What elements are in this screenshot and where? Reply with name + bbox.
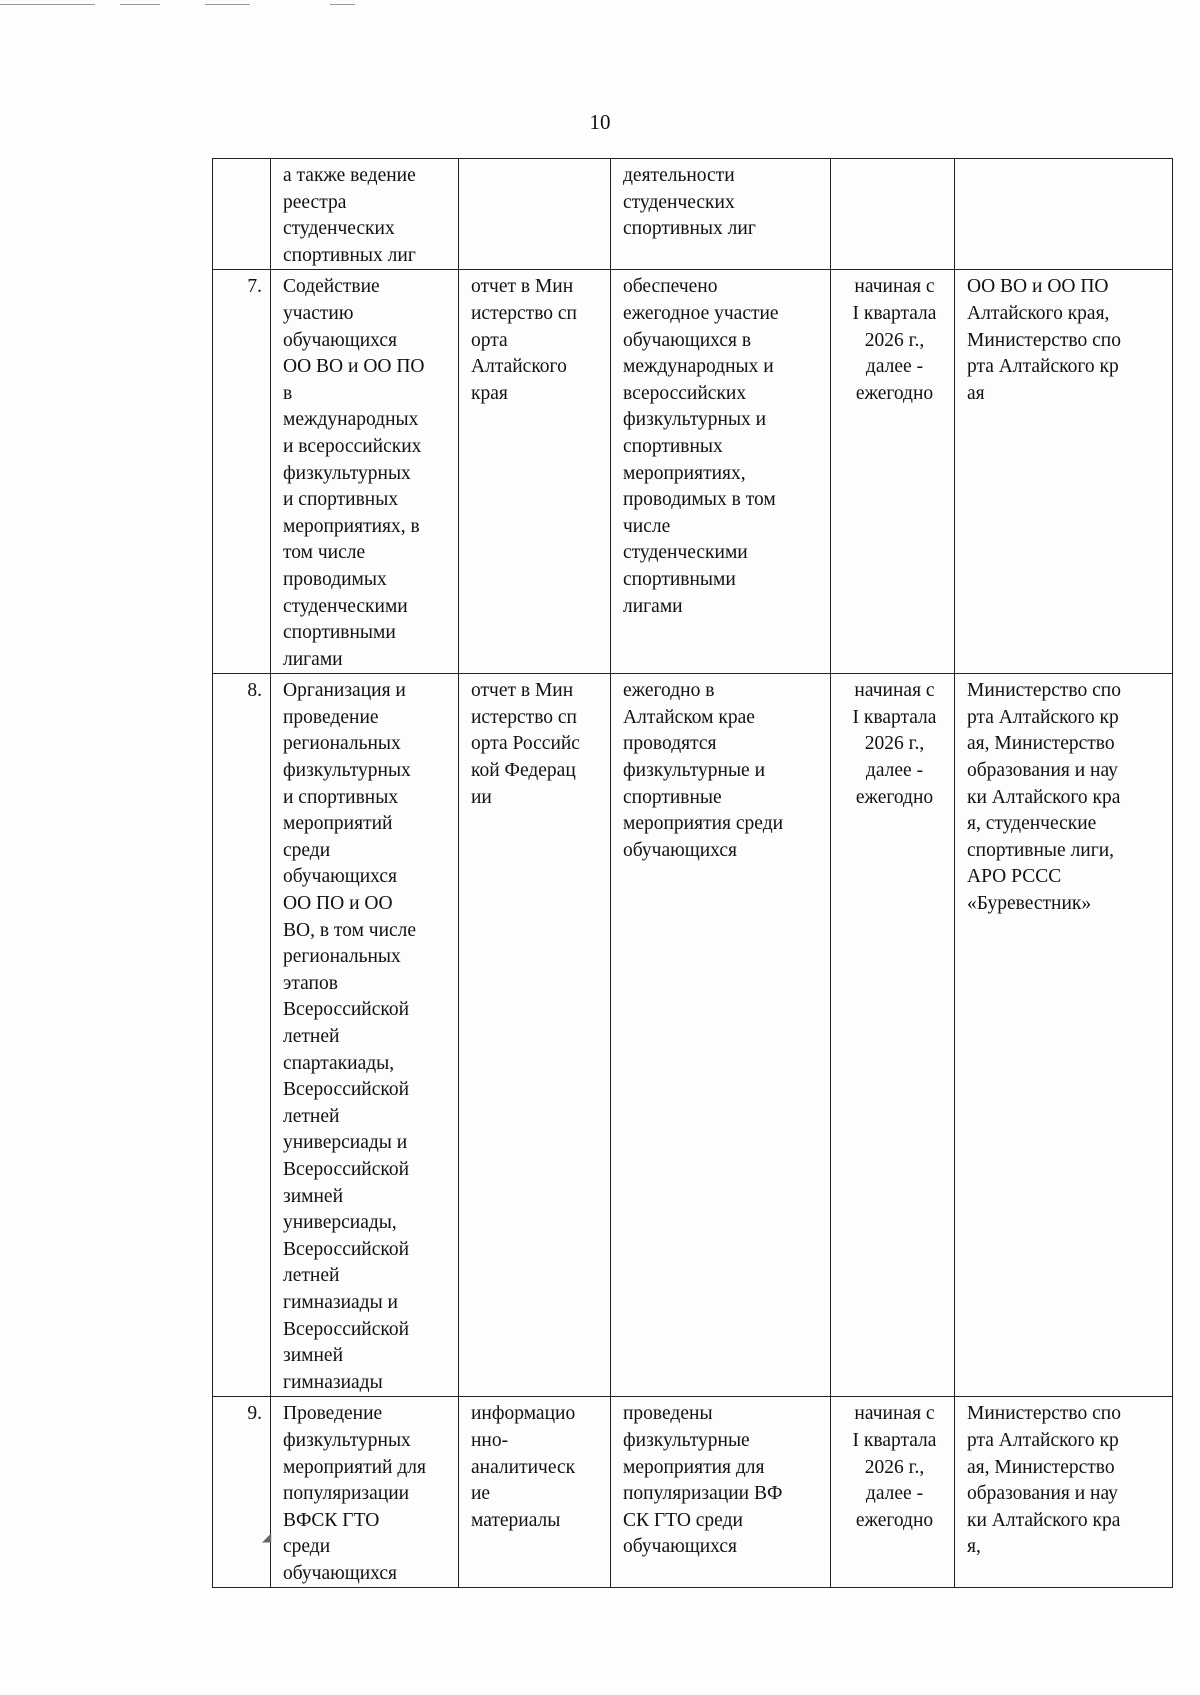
cell-number bbox=[213, 159, 271, 270]
cell-text-line: Проведение bbox=[283, 1403, 383, 1425]
cell-report-form bbox=[459, 159, 611, 270]
cell-text-line: спортивными bbox=[283, 622, 396, 644]
cell-text-line: спортивные лиги, bbox=[967, 839, 1115, 861]
cell-text-line: ОО ПО и ОО bbox=[283, 893, 393, 915]
cell-text-line: ОО ВО и ОО ПО bbox=[967, 276, 1109, 298]
scan-speck: ◢ bbox=[262, 1530, 272, 1544]
cell-text-line: СК ГТО среди bbox=[623, 1509, 743, 1531]
cell-text-line: истерство сп bbox=[471, 302, 577, 324]
cell-text-line: проводятся bbox=[623, 733, 717, 755]
cell-text-line: ежегодно bbox=[855, 382, 934, 404]
cell-text-line: студенческими bbox=[623, 542, 748, 564]
cell-text-line: ежегодно bbox=[855, 786, 934, 808]
cell-text-line: физкультурных bbox=[283, 1429, 411, 1451]
cell-text-line: ии bbox=[471, 786, 492, 808]
table-row bbox=[213, 159, 1173, 270]
cell-term bbox=[831, 674, 955, 1397]
cell-responsible bbox=[955, 1397, 1173, 1588]
cell-text-line: ВО, в том числе bbox=[283, 919, 417, 941]
cell-text-line: обучающихся bbox=[283, 1562, 397, 1584]
cell-text-line: мероприятий для bbox=[283, 1456, 426, 1478]
cell-text-line: обучающихся в bbox=[623, 329, 752, 351]
cell-text-line: универсиады и bbox=[283, 1132, 408, 1154]
cell-text-line: орта Российс bbox=[471, 733, 580, 755]
cell-text-line: а также ведение bbox=[283, 165, 416, 186]
cell-text-line: международных и bbox=[623, 356, 774, 378]
cell-text-line: Алтайского края, bbox=[967, 302, 1110, 324]
cell-text-line: зимней bbox=[283, 1345, 344, 1367]
cell-text-line: ежегодно bbox=[855, 1509, 934, 1531]
cell-text-line: Всероссийской bbox=[283, 1079, 410, 1101]
cell-text-line: реестра bbox=[283, 191, 347, 213]
cell-text-line: обучающихся bbox=[623, 839, 737, 861]
cell-term bbox=[831, 270, 955, 674]
cell-result bbox=[611, 159, 831, 270]
cell-responsible bbox=[955, 159, 1173, 270]
cell-text-line: Министерство спо bbox=[967, 680, 1121, 702]
cell-text-line: физкультурные и bbox=[623, 760, 766, 782]
cell-text-line: обеспечено bbox=[623, 276, 718, 298]
cell-text-line: истерство сп bbox=[471, 706, 577, 728]
cell-term bbox=[831, 1397, 955, 1588]
cell-text-line: международных bbox=[283, 409, 419, 431]
cell-text-line: мероприятия среди bbox=[623, 813, 784, 835]
cell-report-form bbox=[459, 674, 611, 1397]
cell-text-line: далее - bbox=[865, 356, 924, 378]
cell-text-line: лигами bbox=[623, 595, 683, 617]
cell-text-line: спортивных лиг bbox=[623, 218, 756, 240]
cell-text-line: универсиады, bbox=[283, 1212, 397, 1234]
cell-text-line: Всероссийской bbox=[283, 999, 410, 1021]
cell-text-line: рта Алтайского кр bbox=[967, 356, 1119, 378]
cell-text-line: отчет в Мин bbox=[471, 276, 574, 298]
cell-number: 9. bbox=[213, 1397, 271, 1588]
cell-term bbox=[831, 159, 955, 270]
cell-text-line: начиная с bbox=[854, 276, 935, 298]
cell-text-line: проводимых bbox=[283, 568, 387, 590]
cell-text-line: образования и нау bbox=[967, 1483, 1118, 1505]
cell-result bbox=[611, 270, 831, 674]
cell-text-line: физкультурных и bbox=[623, 409, 767, 431]
cell-text-line: Содействие bbox=[283, 276, 380, 298]
cell-text-line: я, bbox=[967, 1536, 981, 1558]
cell-responsible bbox=[955, 674, 1173, 1397]
cell-text-line: региональных bbox=[283, 733, 401, 755]
cell-text-line: мероприятий bbox=[283, 813, 393, 835]
cell-text-line: Алтайском крае bbox=[623, 706, 755, 728]
cell-event bbox=[271, 1397, 459, 1588]
table-row bbox=[213, 1397, 1173, 1588]
cell-text-line: Министерство спо bbox=[967, 1403, 1121, 1425]
cell-text-line: Алтайского bbox=[471, 356, 567, 378]
cell-text-line: Министерство спо bbox=[967, 329, 1121, 351]
cell-text-line: деятельности bbox=[623, 165, 735, 186]
cell-text-line: спортивными bbox=[623, 568, 736, 590]
cell-text-line: 2026 г., bbox=[864, 1456, 925, 1478]
cell-text-line: популяризации bbox=[283, 1483, 410, 1505]
cell-text-line: среди bbox=[283, 1536, 331, 1558]
action-plan-table bbox=[212, 158, 1173, 1588]
cell-report-form bbox=[459, 1397, 611, 1588]
cell-text-line: всероссийских bbox=[623, 382, 747, 404]
cell-text-line: ая bbox=[967, 382, 985, 404]
cell-text-line: студенческих bbox=[283, 218, 395, 240]
cell-text-line: том числе bbox=[283, 542, 366, 564]
cell-text-line: 2026 г., bbox=[864, 329, 925, 351]
cell-text-line: популяризации ВФ bbox=[623, 1483, 783, 1505]
cell-text-line: в bbox=[283, 382, 293, 404]
cell-text-line: образования и нау bbox=[967, 760, 1118, 782]
cell-text-line: орта bbox=[471, 329, 508, 351]
cell-text-line: ая, Министерство bbox=[967, 733, 1115, 755]
cell-text-line: мероприятиях, в bbox=[283, 515, 420, 537]
cell-text-line: спортивных bbox=[623, 435, 723, 457]
cell-result bbox=[611, 674, 831, 1397]
cell-text-line: лигами bbox=[283, 648, 343, 670]
page-number: 10 bbox=[589, 110, 611, 134]
cell-text-line: я, студенческие bbox=[967, 813, 1097, 835]
cell-text-line: спартакиады, bbox=[283, 1052, 395, 1074]
cell-responsible bbox=[955, 270, 1173, 674]
cell-text-line: физкультурных bbox=[283, 760, 411, 782]
cell-text-line: летней bbox=[283, 1265, 340, 1287]
cell-event bbox=[271, 270, 459, 674]
cell-text-line: среди bbox=[283, 839, 331, 861]
cell-text-line: проводимых в том bbox=[623, 489, 776, 511]
cell-text-line: физкультурных bbox=[283, 462, 411, 484]
cell-text-line: I квартала bbox=[852, 706, 937, 728]
cell-text-line: материалы bbox=[471, 1509, 561, 1531]
cell-text-line: отчет в Мин bbox=[471, 680, 574, 702]
cell-text-line: далее - bbox=[865, 760, 924, 782]
cell-result bbox=[611, 1397, 831, 1588]
cell-text-line: Всероссийской bbox=[283, 1238, 410, 1260]
cell-text-line: числе bbox=[623, 515, 671, 537]
table-row bbox=[213, 270, 1173, 674]
cell-text-line: Организация и bbox=[283, 680, 406, 702]
cell-text-line: ежегодно в bbox=[623, 680, 715, 702]
cell-text-line: АРО РССС bbox=[967, 866, 1062, 888]
cell-report-form bbox=[459, 270, 611, 674]
cell-text-line: зимней bbox=[283, 1185, 344, 1207]
cell-text-line: и спортивных bbox=[283, 489, 399, 511]
cell-event bbox=[271, 159, 459, 270]
cell-text-line: рта Алтайского кр bbox=[967, 1429, 1119, 1451]
cell-text-line: ОО ВО и ОО ПО bbox=[283, 356, 425, 378]
cell-text-line: ки Алтайского кра bbox=[967, 786, 1121, 808]
cell-text-line: кой Федерац bbox=[471, 760, 576, 782]
cell-text-line: ВФСК ГТО bbox=[283, 1509, 380, 1531]
cell-text-line: обучающихся bbox=[283, 866, 397, 888]
cell-text-line: ки Алтайского кра bbox=[967, 1509, 1121, 1531]
cell-text-line: информацио bbox=[471, 1403, 576, 1425]
cell-text-line: обучающихся bbox=[283, 329, 397, 351]
cell-text-line: спортивных лиг bbox=[283, 244, 416, 266]
cell-text-line: летней bbox=[283, 1026, 340, 1047]
cell-text-line: ие bbox=[471, 1483, 491, 1505]
cell-text-line: спортивные bbox=[623, 786, 722, 808]
cell-text-line: этапов bbox=[283, 972, 338, 994]
cell-text-line: обучающихся bbox=[623, 1536, 737, 1558]
cell-text-line: гимназиады bbox=[283, 1371, 383, 1393]
cell-text-line: региональных bbox=[283, 946, 401, 968]
scan-artifact-marks bbox=[0, 4, 400, 8]
cell-text-line: летней bbox=[283, 1105, 340, 1127]
cell-text-line: и всероссийских bbox=[283, 435, 422, 457]
cell-event bbox=[271, 674, 459, 1397]
cell-text-line: I квартала bbox=[852, 1429, 937, 1451]
cell-text-line: начиная с bbox=[854, 680, 935, 702]
cell-text-line: аналитическ bbox=[471, 1456, 576, 1478]
cell-text-line: «Буревестник» bbox=[967, 893, 1092, 915]
cell-text-line: проведение bbox=[283, 706, 379, 728]
cell-number: 8. bbox=[213, 674, 271, 1397]
cell-text-line: проведены bbox=[623, 1403, 713, 1425]
cell-text-line: 2026 г., bbox=[864, 733, 925, 755]
cell-text-line: Всероссийской bbox=[283, 1318, 410, 1340]
cell-text-line: ая, Министерство bbox=[967, 1456, 1115, 1478]
cell-text-line: мероприятия для bbox=[623, 1456, 765, 1478]
cell-number: 7. bbox=[213, 270, 271, 674]
cell-text-line: гимназиады и bbox=[283, 1291, 398, 1313]
cell-text-line: и спортивных bbox=[283, 786, 399, 808]
cell-text-line: I квартала bbox=[852, 302, 937, 324]
table-row bbox=[213, 674, 1173, 1397]
cell-text-line: рта Алтайского кр bbox=[967, 706, 1119, 728]
cell-text-line: Всероссийской bbox=[283, 1158, 410, 1180]
cell-text-line: студенческих bbox=[623, 191, 735, 213]
cell-text-line: далее - bbox=[865, 1483, 924, 1505]
table-body bbox=[213, 159, 1173, 1588]
cell-text-line: начиная с bbox=[854, 1403, 935, 1425]
cell-text-line: края bbox=[471, 382, 508, 404]
cell-text-line: ежегодное участие bbox=[623, 302, 779, 324]
cell-text-line: физкультурные bbox=[623, 1429, 750, 1451]
cell-text-line: студенческими bbox=[283, 595, 408, 617]
cell-text-line: участию bbox=[283, 302, 354, 324]
cell-text-line: мероприятиях, bbox=[623, 462, 746, 484]
cell-text-line: нно- bbox=[471, 1429, 509, 1451]
